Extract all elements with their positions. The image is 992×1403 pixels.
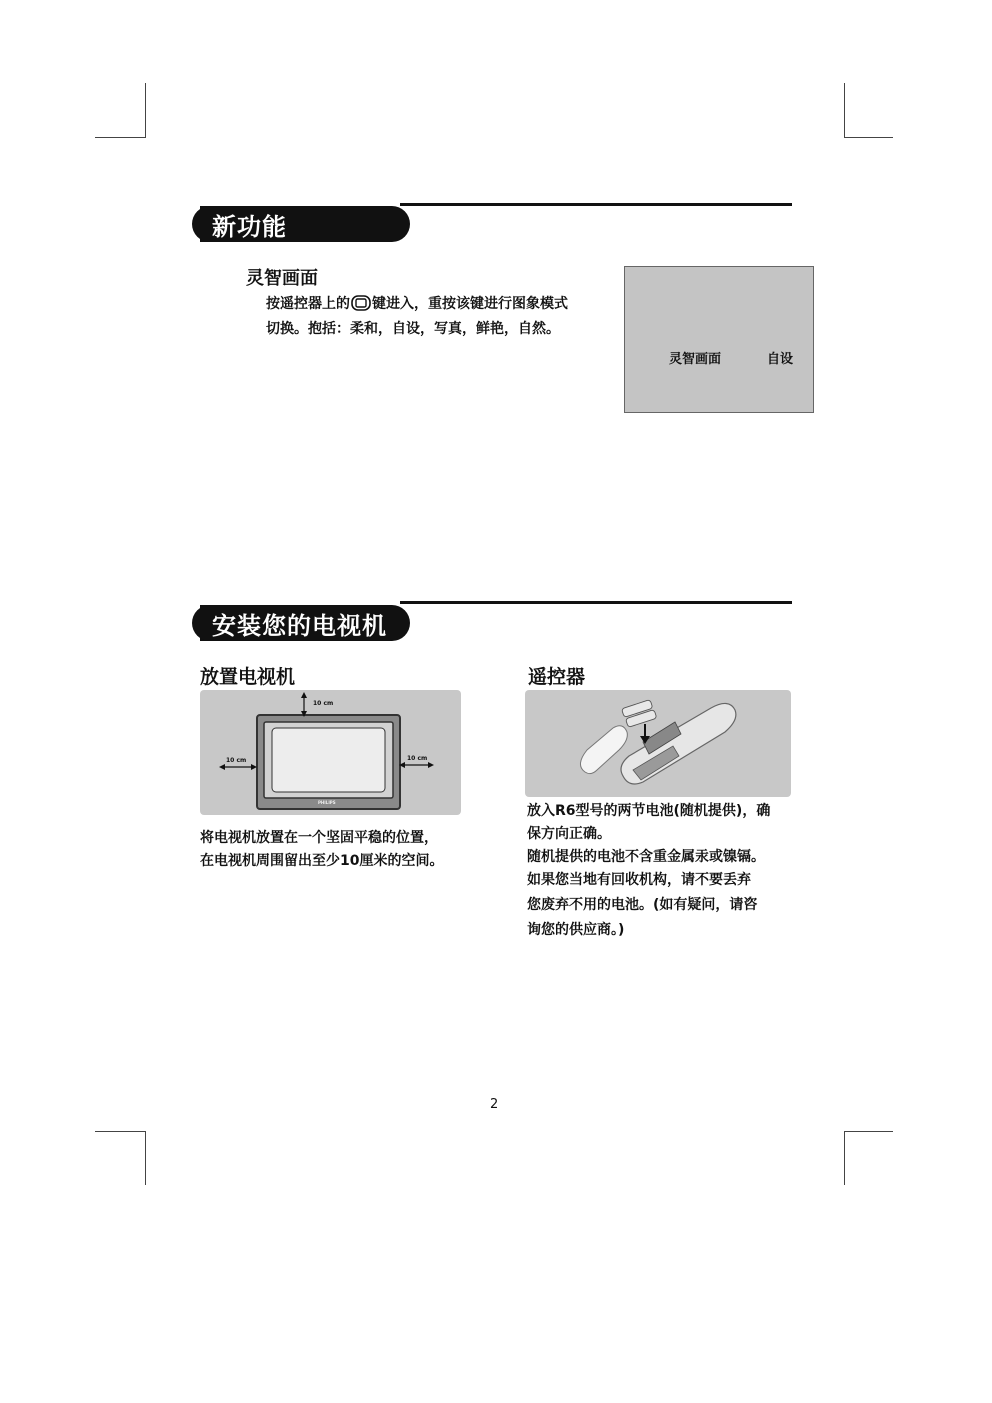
osd-label: 灵智画面 bbox=[669, 352, 722, 367]
crop-mark-tr-v bbox=[844, 83, 845, 138]
crop-mark-tl-v bbox=[145, 83, 146, 138]
crop-mark-tl-h bbox=[95, 137, 145, 138]
placement-text-line: 将电视机放置在一个坚固平稳的位置， bbox=[200, 830, 438, 846]
crop-mark-bl-v bbox=[145, 1131, 146, 1185]
remote-text-line: 询您的供应商。) bbox=[527, 922, 625, 938]
remote-text-line: 保方向正确。 bbox=[527, 826, 611, 842]
section-title-install: 安装您的电视机 bbox=[200, 605, 410, 641]
placement-text-line: 在电视机周围留出至少10厘米的空间。 bbox=[200, 853, 444, 869]
remote-drawing bbox=[525, 690, 791, 797]
osd-screen bbox=[624, 266, 814, 413]
remote-text-line: 如果您当地有回收机构，请不要丢弃 bbox=[527, 872, 751, 888]
smart-picture-button-icon bbox=[351, 295, 371, 318]
section-title-new-features: 新功能 bbox=[200, 206, 410, 242]
desc-line2: 切换。抱括：柔和，自设，写真，鲜艳，自然。 bbox=[266, 321, 560, 337]
remote-text-line: 随机提供的电池不含重金属汞或镍镉。 bbox=[527, 849, 765, 865]
remote-battery-illustration bbox=[525, 690, 791, 797]
crop-mark-tr-h bbox=[845, 137, 893, 138]
section-rule-1 bbox=[400, 203, 792, 206]
remote-text-line: 您废弃不用的电池。(如有疑问，请咨 bbox=[527, 897, 758, 913]
page-number: 2 bbox=[490, 1097, 499, 1112]
crop-mark-bl-h bbox=[95, 1131, 145, 1132]
remote-text bbox=[527, 800, 807, 942]
desc-line1-prefix: 按遥控器上的 bbox=[266, 296, 350, 312]
tv-placement-illustration bbox=[200, 690, 461, 815]
desc-line1-suffix: 键进入，重按该键进行图象模式 bbox=[372, 296, 568, 312]
tv-brand-label: PHILIPS bbox=[318, 800, 336, 805]
subsection-title-smart-picture: 灵智画面 bbox=[246, 268, 318, 289]
smart-picture-description bbox=[266, 293, 626, 340]
placement-text bbox=[200, 827, 490, 873]
osd-value: 自设 bbox=[767, 352, 794, 367]
dim-label-top: 10 cm bbox=[313, 700, 334, 707]
subsection-title-remote: 遥控器 bbox=[528, 666, 586, 688]
crop-mark-br-v bbox=[844, 1131, 845, 1185]
tv-drawing bbox=[200, 690, 461, 815]
remote-text-line: 放入R6型号的两节电池(随机提供)，确 bbox=[527, 803, 771, 819]
dim-label-right: 10 cm bbox=[407, 755, 428, 762]
subsection-title-placement: 放置电视机 bbox=[200, 666, 296, 688]
section-rule-2 bbox=[400, 601, 792, 604]
dim-label-left: 10 cm bbox=[226, 757, 247, 764]
crop-mark-br-h bbox=[845, 1131, 893, 1132]
